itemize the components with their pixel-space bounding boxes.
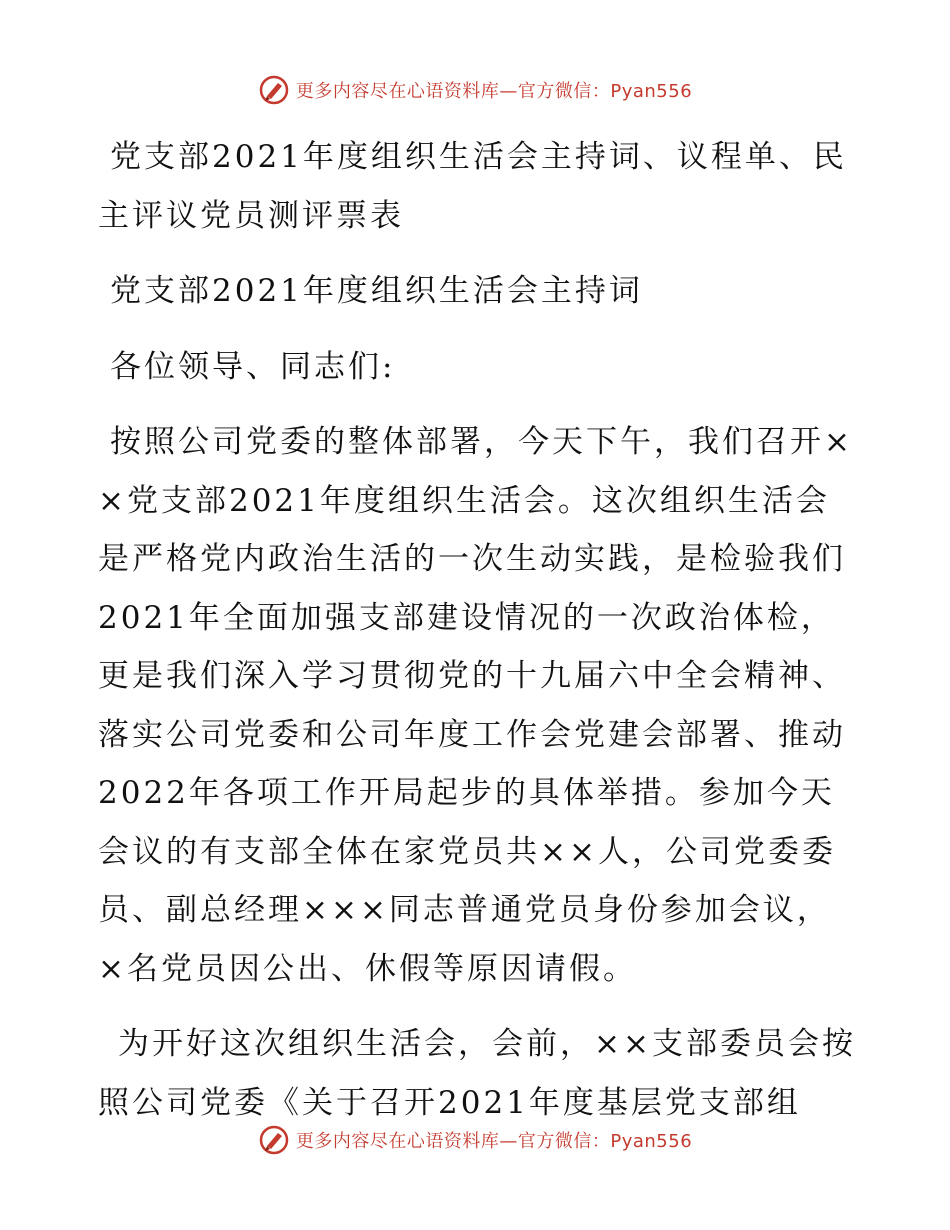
paragraph-1: 按照公司党委的整体部署，今天下午，我们召开××党支部2021年度组织生活会。这次组织生活会是严格党内政治生活的一次生动实践，是检验我们2021年全面加强支部建设情况的一次政治体检，更是我们深入学习贯彻党的十九届六中全会精神、落实公司党委和公司年度工作会党建会部署、推动2022年各项工作开局起步的具体举措。参加今天会议的有支部全体在家党员共××人，公司党委委员、副总经理×××同志普通党员身份参加会议，×名党员因公出、休假等原因请假。: [98, 424, 853, 987]
document-body: [98, 128, 858, 1149]
footer-banner: [0, 1120, 950, 1160]
logo-icon: [258, 74, 290, 106]
paragraph-2: 为开好这次组织生活会，会前，××支部委员会按照公司党委《关于召开2021年度基层党支部组: [98, 1026, 856, 1121]
document-title: 党支部2021年度组织生活会主持词、议程单、民主评议党员测评票表: [98, 139, 847, 234]
header-banner: [0, 70, 950, 110]
footer-banner-text: 更多内容尽在心语资料库—官方微信：Pyan556: [295, 1131, 693, 1152]
logo-icon: [258, 1124, 290, 1156]
salutation: 各位领导、同志们:: [110, 348, 396, 385]
document-subtitle: 党支部2021年度组织生活会主持词: [110, 273, 643, 309]
header-banner-text: 更多内容尽在心语资料库—官方微信：Pyan556: [295, 81, 693, 102]
